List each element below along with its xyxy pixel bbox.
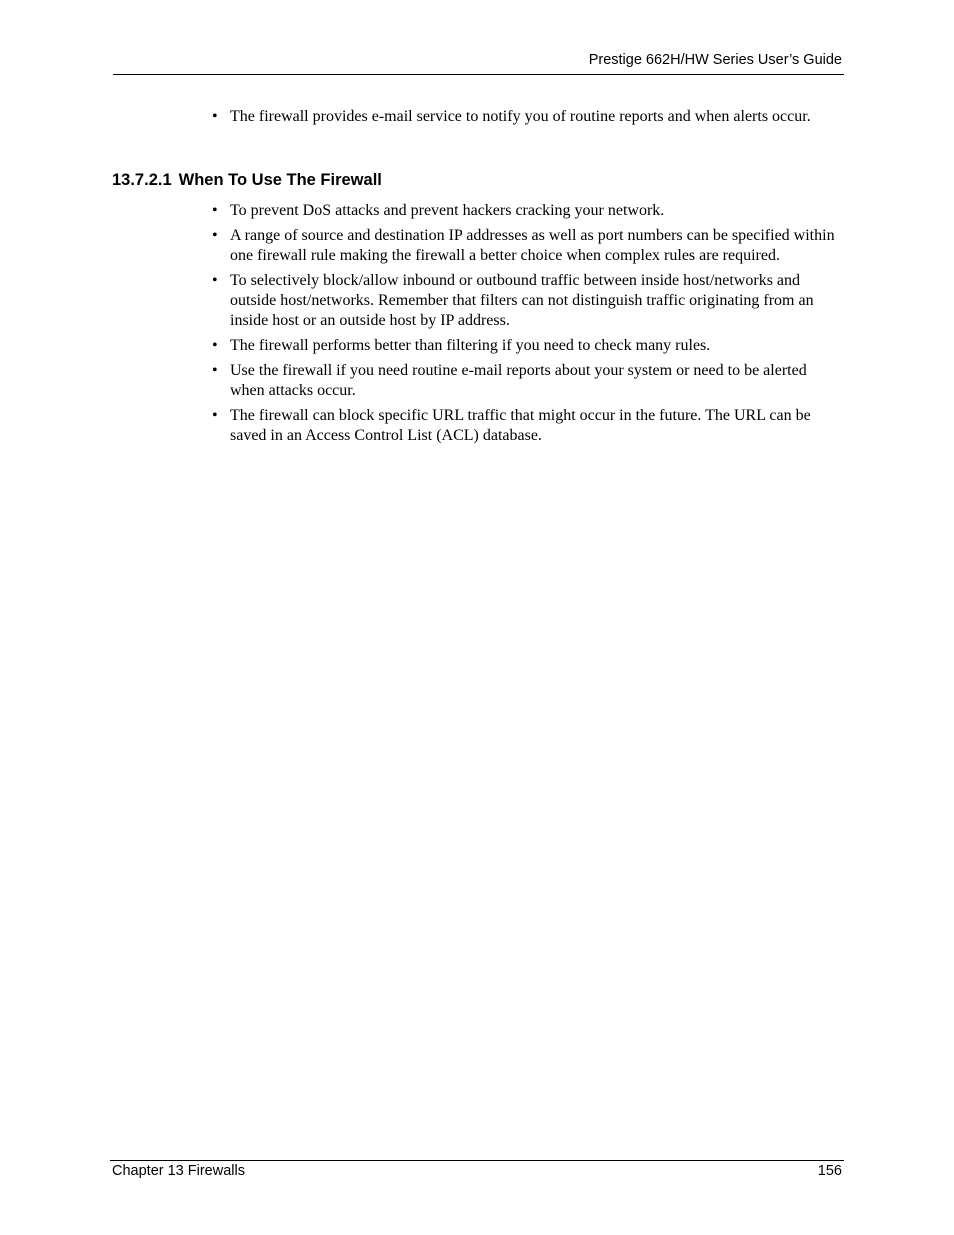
footer-divider bbox=[110, 1160, 844, 1161]
header-divider bbox=[113, 74, 844, 75]
bullet-marker: • bbox=[212, 108, 218, 125]
footer-chapter: Chapter 13 Firewalls bbox=[112, 1163, 245, 1179]
list-item-text: The firewall provides e-mail service to notify you of routine reports and when alerts occur. bbox=[230, 108, 811, 125]
bullet-marker: • bbox=[212, 407, 218, 425]
list-item-text: Use the firewall if you need routine e-mail reports about your system or need to be alerted when attacks occur. bbox=[230, 362, 807, 400]
footer-page-number: 156 bbox=[817, 1163, 842, 1179]
list-item bbox=[212, 226, 844, 267]
list-item-text: A range of source and destination IP addresses as well as port numbers can be specified within one firewall rule making the firewall a better choice when complex rules are required. bbox=[230, 226, 835, 265]
section-heading bbox=[112, 170, 382, 190]
list-item bbox=[212, 336, 844, 356]
bullet-marker: • bbox=[212, 226, 218, 244]
list-item bbox=[212, 406, 844, 447]
list-item-text: To selectively block/allow inbound or outbound traffic between inside host/networks and outside host/networks. Remember that filters can not distinguish traffic originating from an inside host or an outside host by IP address. bbox=[230, 271, 814, 330]
section-title: When To Use The Firewall bbox=[178, 171, 382, 189]
intro-bullet-list bbox=[212, 107, 844, 132]
list-item bbox=[212, 271, 844, 332]
bullet-marker: • bbox=[212, 362, 218, 380]
list-item-text: To prevent DoS attacks and prevent hackers cracking your network. bbox=[230, 202, 665, 219]
section-bullet-list bbox=[212, 201, 844, 451]
bullet-marker: • bbox=[212, 271, 218, 289]
section-number: 13.7.2.1 bbox=[112, 171, 172, 189]
bullet-marker: • bbox=[212, 337, 218, 355]
list-item-text: The firewall can block specific URL traffic that might occur in the future. The URL can be saved in an Access Control List (ACL) database. bbox=[230, 407, 811, 445]
list-item-text: The firewall performs better than filtering if you need to check many rules. bbox=[230, 337, 711, 355]
bullet-marker: • bbox=[212, 202, 218, 219]
running-header-title: Prestige 662H/HW Series User’s Guide bbox=[588, 52, 842, 68]
list-item bbox=[212, 201, 844, 221]
list-item bbox=[212, 361, 844, 402]
list-item bbox=[212, 107, 844, 127]
